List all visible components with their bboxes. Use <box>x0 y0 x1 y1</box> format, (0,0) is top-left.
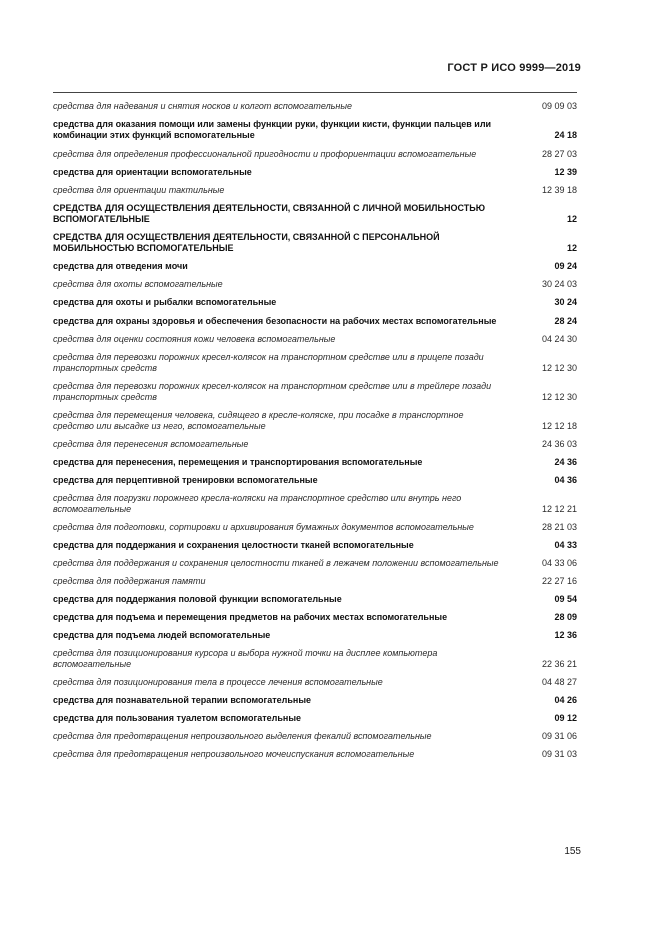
index-entry <box>53 576 577 587</box>
index-entry <box>53 594 577 605</box>
entry-term: средства для поддержания половой функции вспомогательные <box>53 594 342 604</box>
index-entry <box>53 381 577 403</box>
entry-term: средства для ориентации вспомогательные <box>53 167 252 177</box>
entry-term: средства для познавательной терапии вспомогательные <box>53 695 312 705</box>
entry-code: 28 21 03 <box>541 522 577 532</box>
entry-term: средства для перенесения, перемещения и транспортирования вспомогательные <box>53 457 423 467</box>
entry-term: средства для оказания помощи или замены функции руки, функции кисти, функции пальцев или комбинации этих функций вспомогательные <box>53 119 492 140</box>
index-entry <box>53 203 577 225</box>
entry-code: 04 24 30 <box>541 334 577 344</box>
index-entry <box>53 540 577 551</box>
entry-term: средства для пользования туалетом вспомогательные <box>53 713 302 723</box>
entry-term: средства для предотвращения непроизвольного мочеиспускания вспомогательные <box>53 749 415 759</box>
entry-code: 09 12 <box>554 713 577 723</box>
entry-term: средства для погрузки порожнего кресла-коляски на транспортное средство или внутрь него вспомогательные <box>53 493 462 514</box>
entry-term: средства для перевозки порожних кресел-колясок на транспортном средстве или в прицепе позади транспортных средств <box>53 352 484 373</box>
entry-code: 09 24 <box>554 261 577 271</box>
entry-code: 28 27 03 <box>541 149 577 159</box>
entry-code: 12 <box>566 214 577 224</box>
entry-code: 22 27 16 <box>541 576 577 586</box>
entry-term: средства для надевания и снятия носков и колгот вспомогательные <box>53 101 352 111</box>
entry-code: 28 24 <box>554 316 577 326</box>
entry-term: средства для предотвращения непроизвольного выделения фекалий вспомогательные <box>53 731 432 741</box>
index-entry <box>53 630 577 641</box>
entry-code: 12 39 18 <box>541 185 577 195</box>
entry-term: средства для оценки состояния кожи человека вспомогательные <box>53 334 336 344</box>
entry-code: 09 31 03 <box>541 749 577 759</box>
entry-term: средства для охраны здоровья и обеспечения безопасности на рабочих местах вспомогательные <box>53 316 497 326</box>
entry-code: 04 26 <box>554 695 577 705</box>
entry-code: 12 12 30 <box>541 392 577 402</box>
index-entry <box>53 677 577 688</box>
entry-code: 09 31 06 <box>541 731 577 741</box>
entry-code: 12 <box>566 243 577 253</box>
entry-code: 09 09 03 <box>541 101 577 111</box>
entry-term: средства для отведения мочи <box>53 261 188 271</box>
entry-code: 04 33 06 <box>541 558 577 568</box>
index-entry <box>53 119 577 141</box>
entry-code: 28 09 <box>554 612 577 622</box>
entry-code: 24 36 03 <box>541 439 577 449</box>
entry-term: средства для перенесения вспомогательные <box>53 439 249 449</box>
index-entry <box>53 232 577 254</box>
index-entry <box>53 439 577 450</box>
entry-term: средства для подготовки, сортировки и архивирования бумажных документов вспомогательные <box>53 522 474 532</box>
index-entry <box>53 149 577 160</box>
index-entry <box>53 713 577 724</box>
entry-code: 12 39 <box>554 167 577 177</box>
entry-code: 12 12 18 <box>541 421 577 431</box>
entry-term: средства для позиционирования курсора и выбора нужной точки на дисплее компьютера вспомогательные <box>53 648 438 669</box>
entry-term: СРЕДСТВА ДЛЯ ОСУЩЕСТВЛЕНИЯ ДЕЯТЕЛЬНОСТИ, СВЯЗАННОЙ С ПЕРСОНАЛЬНОЙ МОБИЛЬНОСТЬЮ ВСПОМОГАТЕЛЬНЫЕ <box>53 232 440 253</box>
index-entry <box>53 695 577 706</box>
entry-term: средства для охоты вспомогательные <box>53 279 223 289</box>
index-entry <box>53 167 577 178</box>
entry-code: 12 36 <box>554 630 577 640</box>
index-entry <box>53 279 577 290</box>
entry-term: СРЕДСТВА ДЛЯ ОСУЩЕСТВЛЕНИЯ ДЕЯТЕЛЬНОСТИ, СВЯЗАННОЙ С ЛИЧНОЙ МОБИЛЬНОСТЬЮ ВСПОМОГАТЕЛЬНЫЕ <box>53 203 485 224</box>
entry-term: средства для подъема людей вспомогательные <box>53 630 271 640</box>
index-entry <box>53 558 577 569</box>
index-entry <box>53 410 577 432</box>
entry-code: 24 36 <box>554 457 577 467</box>
index-entry <box>53 493 577 515</box>
entry-code: 12 12 30 <box>541 363 577 373</box>
entry-code: 04 48 27 <box>541 677 577 687</box>
index-entry <box>53 352 577 374</box>
entry-term: средства для перцептивной тренировки вспомогательные <box>53 475 318 485</box>
entry-code: 04 33 <box>554 540 577 550</box>
entry-term: средства для ориентации тактильные <box>53 185 225 195</box>
entry-term: средства для поддержания и сохранения целостности тканей в лежачем положении вспомогательные <box>53 558 499 568</box>
entry-code: 30 24 <box>554 297 577 307</box>
entry-code: 30 24 03 <box>541 279 577 289</box>
index-entry <box>53 297 577 308</box>
entry-term: средства для подъема и перемещения предметов на рабочих местах вспомогательные <box>53 612 448 622</box>
entry-term: средства для позиционирования тела в процессе лечения вспомогательные <box>53 677 383 687</box>
index-entry <box>53 316 577 327</box>
document-header: ГОСТ Р ИСО 9999—2019 <box>447 62 581 74</box>
entry-term: средства для перемещения человека, сидящего в кресле-коляске, при посадке в транспортное средство или высадке из него, вспомогательные <box>53 410 464 431</box>
entry-term: средства для поддержания и сохранения целостности тканей вспомогательные <box>53 540 414 550</box>
page-number: 155 <box>564 846 581 857</box>
entry-code: 12 12 21 <box>541 504 577 514</box>
entry-code: 24 18 <box>554 130 577 140</box>
index-entry <box>53 185 577 196</box>
entry-term: средства для охоты и рыбалки вспомогательные <box>53 297 277 307</box>
index-entry <box>53 101 577 112</box>
entry-code: 04 36 <box>554 475 577 485</box>
index-entry <box>53 749 577 760</box>
entry-term: средства для перевозки порожних кресел-колясок на транспортном средстве или в трейлере позади транспортных средств <box>53 381 492 402</box>
index-entry <box>53 475 577 486</box>
index-entries <box>53 92 577 760</box>
entry-code: 22 36 21 <box>541 659 577 669</box>
index-entry <box>53 612 577 623</box>
entry-term: средства для определения профессиональной пригодности и профориентации вспомогательные <box>53 149 477 159</box>
index-entry <box>53 522 577 533</box>
entry-term: средства для поддержания памяти <box>53 576 206 586</box>
index-entry <box>53 334 577 345</box>
index-entry <box>53 261 577 272</box>
index-entry <box>53 457 577 468</box>
index-entry <box>53 648 577 670</box>
index-entry <box>53 731 577 742</box>
entry-code: 09 54 <box>554 594 577 604</box>
